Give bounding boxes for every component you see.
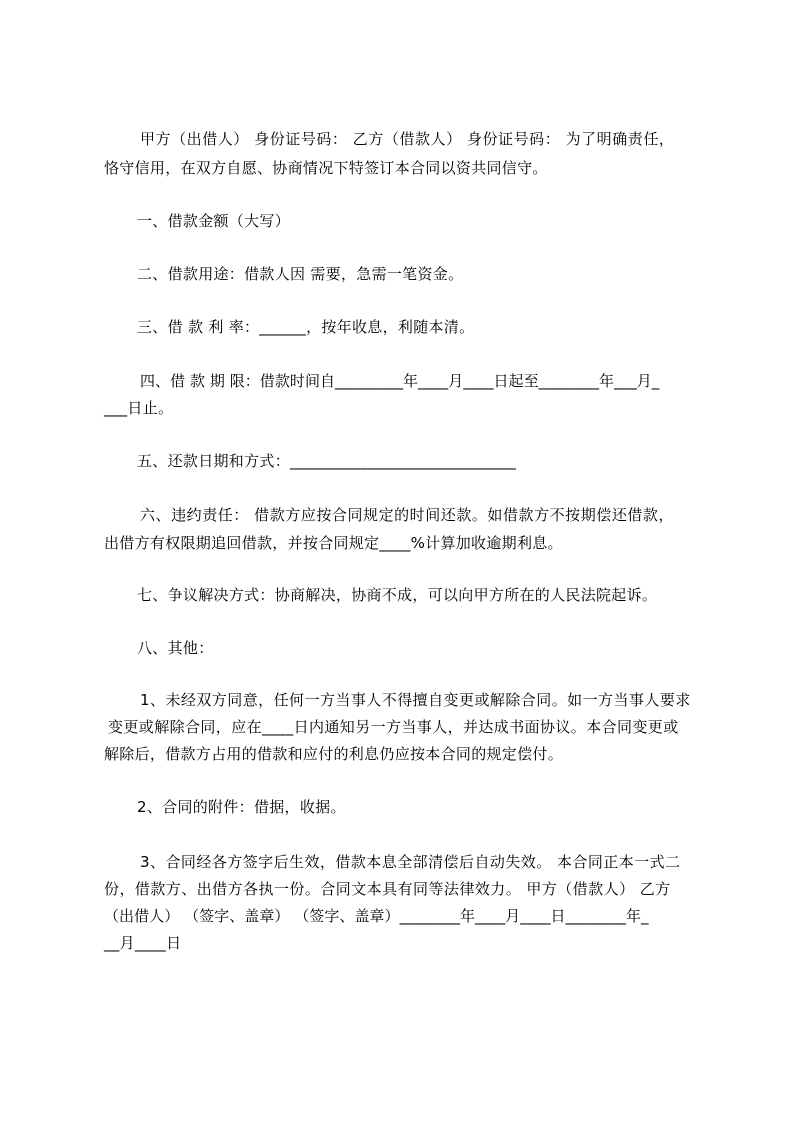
intro-line-1: 甲方（出借人） 身份证号码： 乙方（借款人） 身份证号码： 为了明确责任，: [140, 130, 675, 148]
clause-loan-amount: 一、借款金额（大写）: [137, 212, 291, 230]
clause-other: 八、其他：: [137, 639, 214, 657]
clause-interest-rate: 三、借 款 利 率：______，按年收息，利随本清。: [137, 318, 475, 336]
clause-dispute: 七、争议解决方式：协商解决，协商不成，可以向甲方所在的人民法院起诉。: [137, 586, 658, 604]
intro-line-2: 恪守信用，在双方自愿、协商情况下特签订本合同以资共同信守。: [104, 159, 548, 177]
item-3-line-4: __月____日: [104, 934, 182, 952]
item-1-line-2: 变更或解除合同，应在____日内通知另一方当事人，并达成书面协议。本合同变更或: [108, 718, 679, 736]
clause-loan-term-line-1: 四、借 款 期 限：借款时间自_________年____月____日起至________年___月_: [140, 372, 660, 390]
item-2: 2、合同的附件：借据，收据。: [137, 798, 346, 816]
clause-repayment: 五、还款日期和方式：_____________________________: [137, 452, 517, 470]
item-3-line-2: 份，借款方、出借方各执一份。合同文本具有同等法律效力。 甲方（借款人） 乙方: [104, 880, 671, 898]
item-3-line-3: （出借人） （签字、盖章） （签字、盖章）________年____月____日________年_: [104, 907, 649, 925]
item-3-line-1: 3、合同经各方签字后生效，借款本息全部清偿后自动失效。 本合同正本一式二: [140, 853, 681, 871]
clause-liability-line-1: 六、违约责任： 借款方应按合同规定的时间还款。如借款方不按期偿还借款，: [140, 506, 675, 524]
item-1-line-3: 解除后，借款方占用的借款和应付的利息仍应按本合同的规定偿付。: [104, 745, 564, 763]
clause-loan-term-line-2: ___日止。: [104, 399, 174, 417]
clause-liability-line-2: 出借方有权限期追回借款，并按合同规定____%计算加收逾期利息。: [104, 534, 563, 552]
clause-loan-purpose: 二、借款用途：借款人因 需要，急需一笔资金。: [137, 265, 464, 283]
item-1-line-1: 1、未经双方同意，任何一方当事人不得擅自变更或解除合同。如一方当事人要求: [140, 691, 691, 709]
